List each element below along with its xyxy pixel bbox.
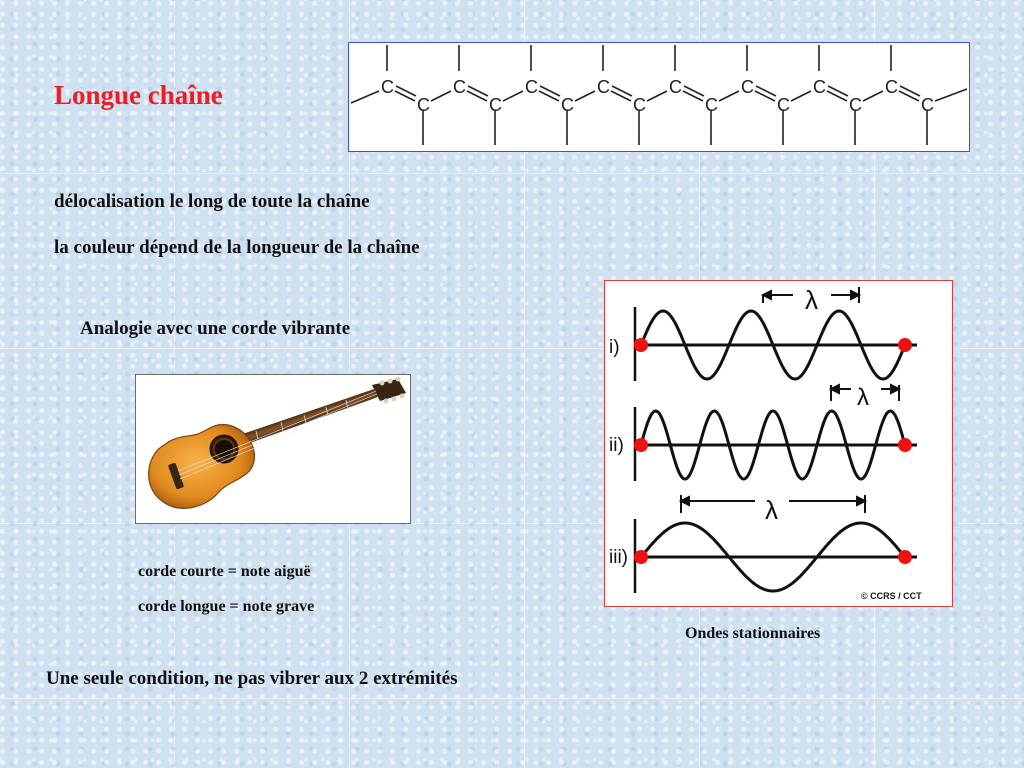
row-label-iii: iii): [609, 547, 628, 568]
chain-bond: [503, 91, 523, 101]
carbon-atom: C: [489, 95, 502, 115]
double-bond-line: [684, 86, 704, 96]
carbon-atom: C: [381, 77, 394, 97]
chain-bond: [467, 91, 487, 101]
condition-statement: Une seule condition, ne pas vibrer aux 2 extrémités: [46, 668, 458, 689]
carbon-atom: C: [741, 77, 754, 97]
carbon-atom: C: [813, 77, 826, 97]
chain-bond: [539, 91, 559, 101]
double-bond-line: [828, 86, 848, 96]
slide-title: Longue chaîne: [54, 80, 223, 110]
carbon-atom: C: [849, 95, 862, 115]
standing-waves-diagram: [604, 280, 953, 607]
carbon-atom: C: [705, 95, 718, 115]
short-string-note: corde courte = note aiguë: [138, 563, 311, 580]
chain-bond: [899, 91, 919, 101]
wave-node-end: [898, 438, 912, 452]
chain-bond: [863, 91, 883, 101]
chain-bond: [395, 91, 415, 101]
carbon-atom: C: [921, 95, 934, 115]
wave-node-start: [634, 438, 648, 452]
analogy-heading: Analogie avec une corde vibrante: [80, 318, 351, 339]
waves-caption: Ondes stationnaires: [685, 625, 821, 642]
double-bond-line: [612, 86, 632, 96]
wave-node-end: [898, 338, 912, 352]
chain-bond: [683, 91, 703, 101]
double-bond-line: [468, 86, 488, 96]
guitar-image: [135, 374, 411, 524]
terminal-bond: [935, 89, 967, 101]
wave-node-start: [634, 550, 648, 564]
lambda-label-i: λ: [805, 285, 818, 315]
carbon-atom: C: [561, 95, 574, 115]
polyene-chain-diagram: [348, 42, 970, 152]
chain-bond: [791, 91, 811, 101]
standing-waves-svg: [605, 281, 952, 606]
carbon-atom: C: [525, 77, 538, 97]
wave-node-end: [898, 550, 912, 564]
double-bond-line: [756, 86, 776, 96]
chain-bond: [575, 91, 595, 101]
double-bond-line: [540, 86, 560, 96]
double-bond-line: [900, 86, 920, 96]
guitar-illustration: [136, 375, 410, 523]
polyene-chain-svg: [349, 43, 969, 151]
wave-node-start: [634, 338, 648, 352]
carbon-atom: C: [597, 77, 610, 97]
carbon-atom: C: [633, 95, 646, 115]
lambda-label-ii: λ: [857, 384, 869, 411]
colour-statement: la couleur dépend de la longueur de la chaîne: [54, 237, 420, 258]
chain-bond: [611, 91, 631, 101]
carbon-atom: C: [669, 77, 682, 97]
double-bond-line: [396, 86, 416, 96]
long-string-note: corde longue = note grave: [138, 598, 315, 615]
carbon-atom: C: [885, 77, 898, 97]
chain-bond: [827, 91, 847, 101]
chain-bond: [647, 91, 667, 101]
image-credit: © CCRS / CCT: [861, 591, 922, 601]
delocalisation-statement: délocalisation le long de toute la chaîne: [54, 191, 370, 212]
chain-bond: [719, 91, 739, 101]
lambda-label-iii: λ: [765, 495, 778, 525]
row-label-ii: ii): [609, 435, 624, 456]
chain-bond: [755, 91, 775, 101]
terminal-bond: [351, 91, 379, 103]
row-label-i: i): [609, 337, 620, 358]
carbon-atom: C: [417, 95, 430, 115]
carbon-atom: C: [453, 77, 466, 97]
chain-bond: [431, 91, 451, 101]
carbon-atom: C: [777, 95, 790, 115]
